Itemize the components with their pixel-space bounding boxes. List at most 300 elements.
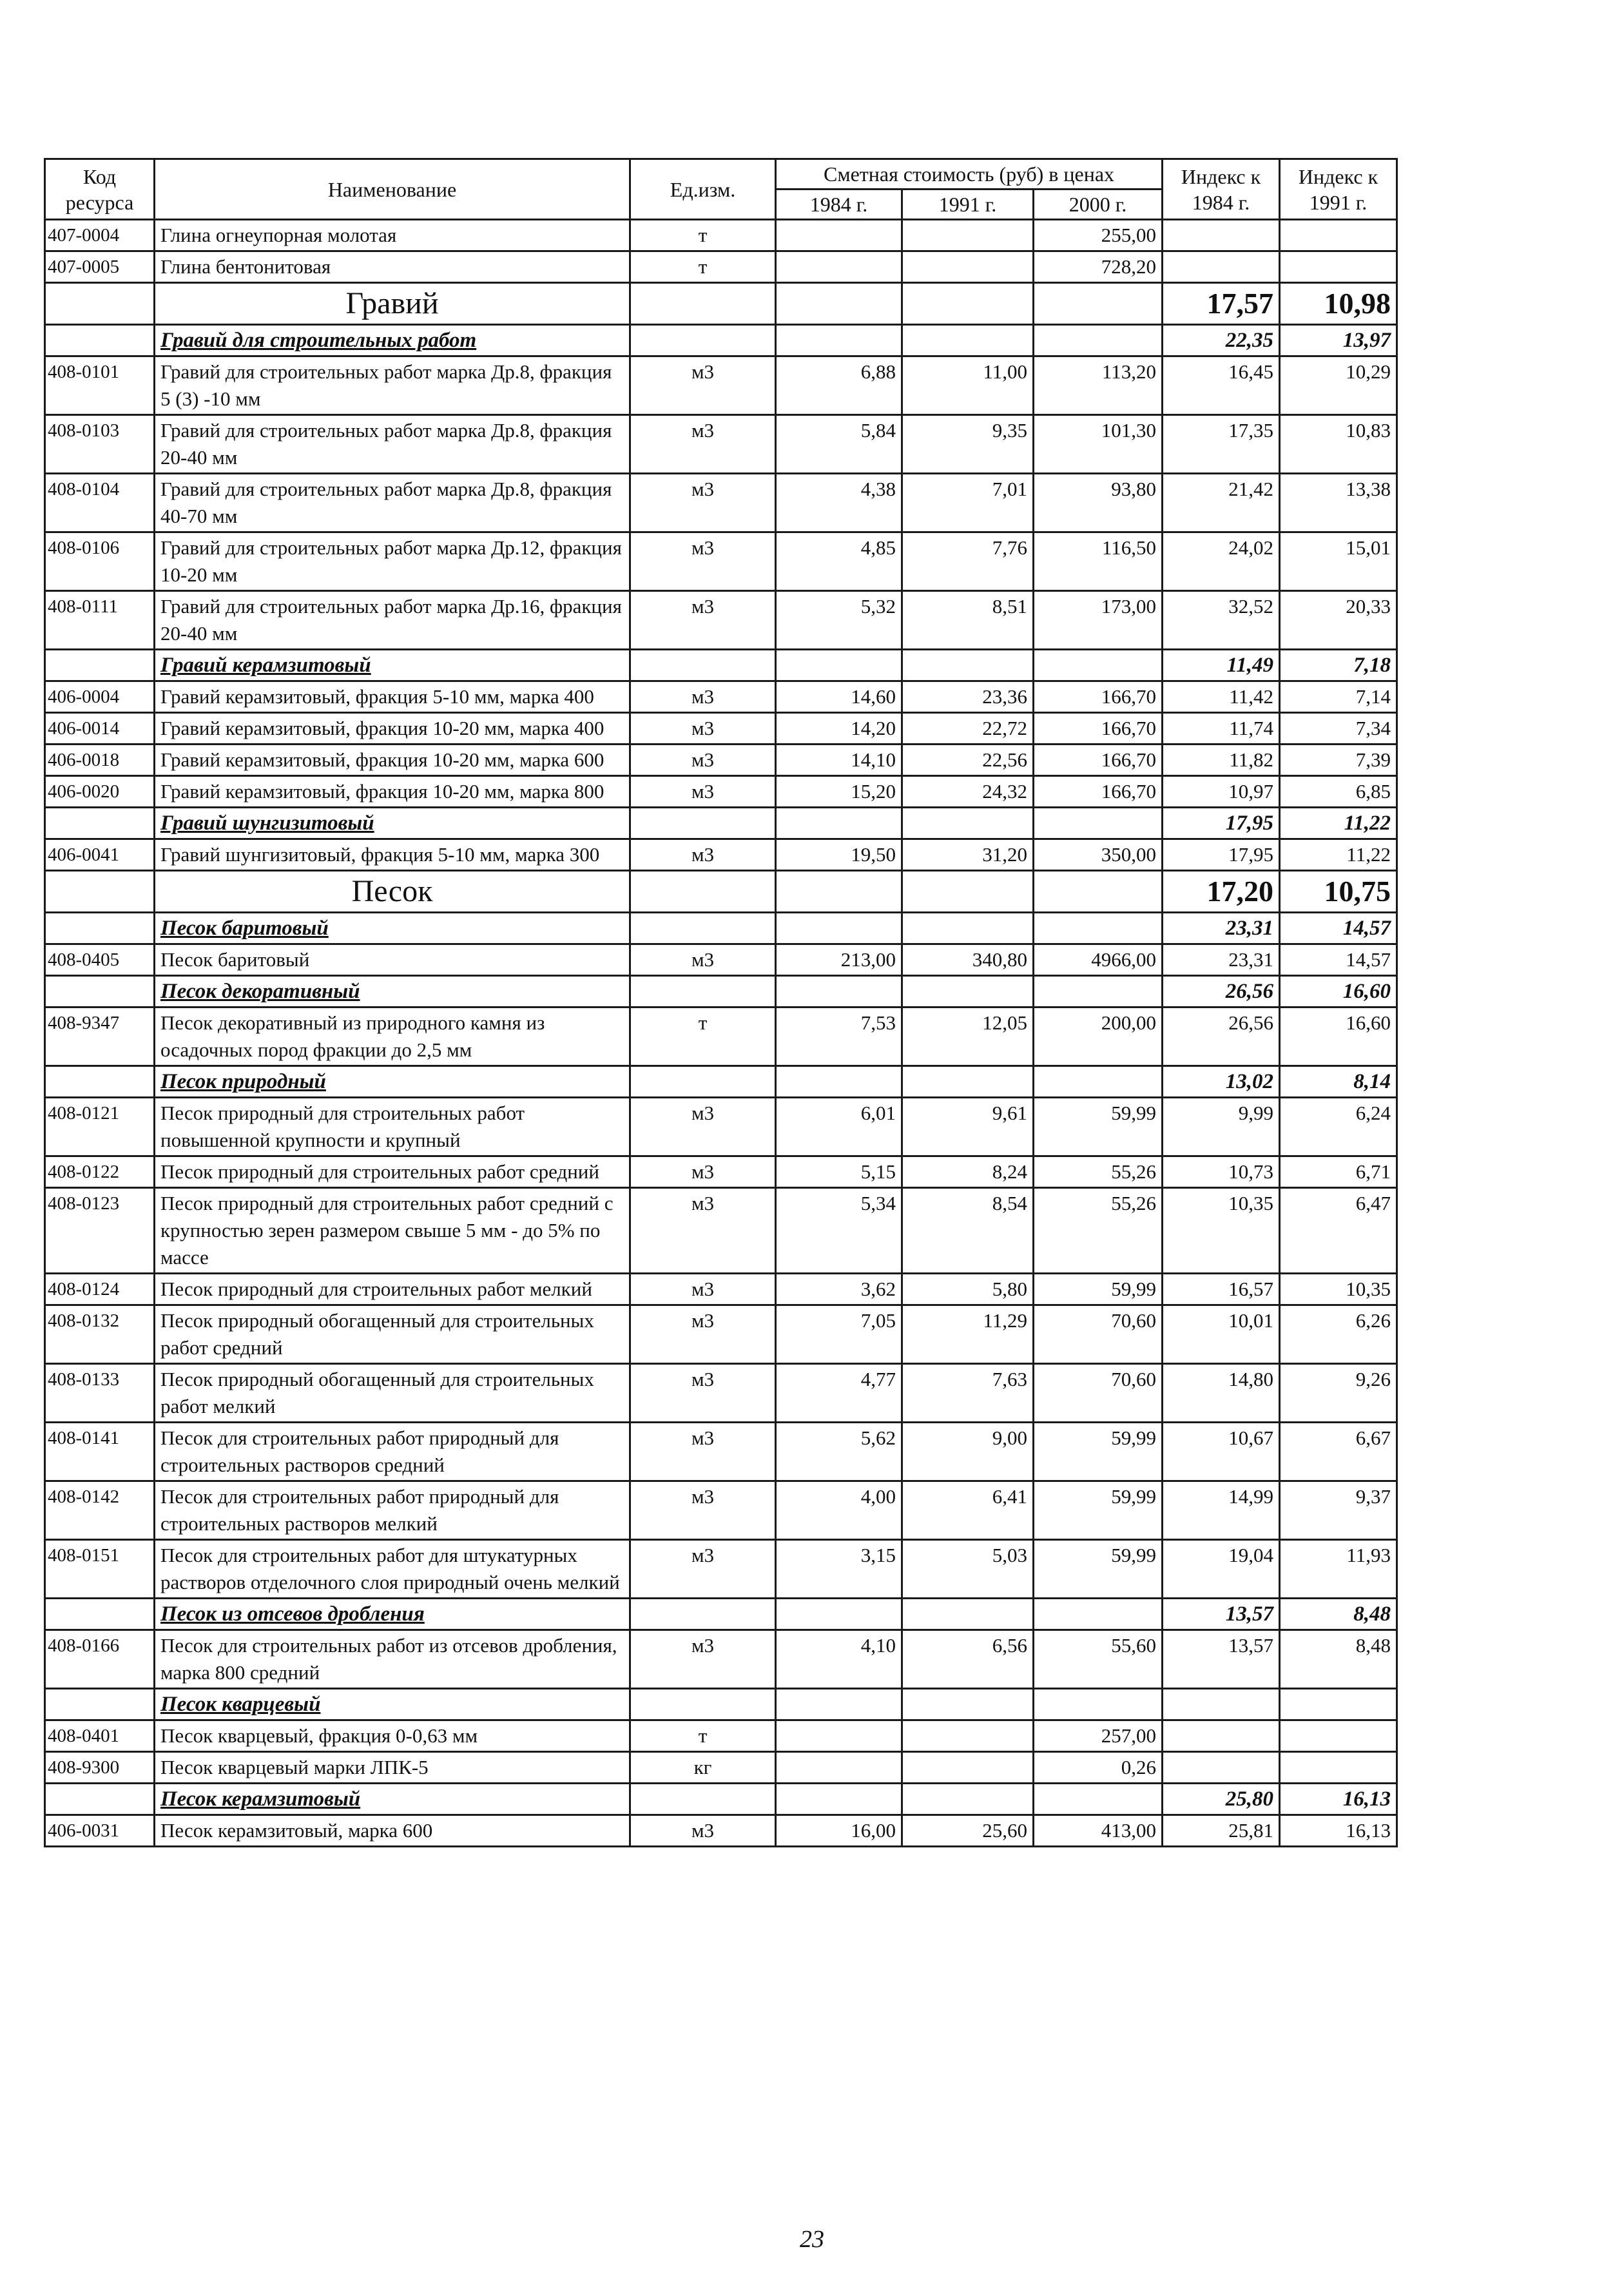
index-1984: 14,80 (1163, 1364, 1280, 1423)
price-1991: 9,35 (902, 415, 1034, 474)
unit: м3 (630, 474, 776, 532)
price-2000: 166,70 (1034, 681, 1163, 713)
empty-price-2000 (1034, 976, 1163, 1008)
price-1991: 31,20 (902, 839, 1034, 871)
resource-code: 408-0166 (45, 1630, 155, 1689)
price-1984: 5,34 (776, 1188, 902, 1274)
price-2000: 59,99 (1034, 1481, 1163, 1540)
price-1991: 5,03 (902, 1540, 1034, 1599)
unit: т (630, 220, 776, 251)
subgroup-row (45, 1066, 1397, 1098)
group-index-1991: 13,97 (1280, 325, 1397, 356)
price-2000: 101,30 (1034, 415, 1163, 474)
price-2000: 70,60 (1034, 1364, 1163, 1423)
resource-code: 408-0104 (45, 474, 155, 532)
resource-code: 408-9300 (45, 1752, 155, 1784)
resource-name: Песок природный для строительных работ мелкий (155, 1274, 630, 1305)
table-row (45, 713, 1397, 745)
price-1991: 7,01 (902, 474, 1034, 532)
resource-code: 408-0124 (45, 1274, 155, 1305)
resource-name: Песок кварцевый марки ЛПК-5 (155, 1752, 630, 1784)
group-row (45, 283, 1397, 325)
resource-name: Песок керамзитовый, марка 600 (155, 1815, 630, 1847)
subgroup-row (45, 325, 1397, 356)
table-row (45, 1188, 1397, 1274)
table-row (45, 251, 1397, 283)
resource-name: Песок кварцевый, фракция 0-0,63 мм (155, 1720, 630, 1752)
empty-code-cell (45, 1784, 155, 1815)
table-row (45, 474, 1397, 532)
subgroup-row (45, 650, 1397, 681)
empty-unit-cell (630, 1784, 776, 1815)
resource-code: 408-9347 (45, 1008, 155, 1066)
table-header (45, 159, 1397, 220)
page-number: 23 (800, 2226, 824, 2253)
price-1991: 8,54 (902, 1188, 1034, 1274)
resource-code: 408-0132 (45, 1305, 155, 1364)
header-code: Код ресурса (45, 159, 155, 220)
index-1984: 17,95 (1163, 839, 1280, 871)
price-1991: 8,51 (902, 591, 1034, 650)
table-row (45, 356, 1397, 415)
resource-code: 408-0121 (45, 1098, 155, 1156)
resource-name: Гравий керамзитовый, фракция 5-10 мм, марка 400 (155, 681, 630, 713)
price-2000: 59,99 (1034, 1540, 1163, 1599)
price-1991: 7,76 (902, 532, 1034, 591)
price-1991: 5,80 (902, 1274, 1034, 1305)
index-1984: 32,52 (1163, 591, 1280, 650)
empty-price-1984 (776, 871, 902, 913)
index-1991 (1280, 1752, 1397, 1784)
price-2000: 255,00 (1034, 220, 1163, 251)
price-1984: 6,88 (776, 356, 902, 415)
index-1984: 10,97 (1163, 776, 1280, 808)
table-row (45, 1423, 1397, 1481)
group-index-1984: 13,57 (1163, 1599, 1280, 1630)
price-1991: 6,56 (902, 1630, 1034, 1689)
resource-code: 406-0031 (45, 1815, 155, 1847)
group-index-1984: 17,95 (1163, 808, 1280, 839)
table-row (45, 1630, 1397, 1689)
index-1984 (1163, 1720, 1280, 1752)
price-1991 (902, 220, 1034, 251)
resource-name: Песок природный обогащенный для строительных работ средний (155, 1305, 630, 1364)
resource-name: Песок для строительных работ из отсевов дробления, марка 800 средний (155, 1630, 630, 1689)
resource-name: Песок баритовый (155, 944, 630, 976)
index-1984: 16,45 (1163, 356, 1280, 415)
index-1984: 11,74 (1163, 713, 1280, 745)
price-2000: 200,00 (1034, 1008, 1163, 1066)
subgroup-name: Песок кварцевый (155, 1689, 630, 1720)
group-index-1984 (1163, 1689, 1280, 1720)
header-year-1984: 1984 г. (776, 190, 902, 220)
index-1984: 9,99 (1163, 1098, 1280, 1156)
price-1984: 16,00 (776, 1815, 902, 1847)
resource-name: Гравий шунгизитовый, фракция 5-10 мм, марка 300 (155, 839, 630, 871)
table-row (45, 532, 1397, 591)
header-cost-group: Сметная стоимость (руб) в ценах (776, 159, 1163, 190)
price-1984 (776, 1720, 902, 1752)
empty-code-cell (45, 325, 155, 356)
index-1991: 6,24 (1280, 1098, 1397, 1156)
price-2000: 113,20 (1034, 356, 1163, 415)
table-row (45, 415, 1397, 474)
group-name: Песок (155, 871, 630, 913)
unit: м3 (630, 839, 776, 871)
empty-unit-cell (630, 1066, 776, 1098)
price-2000: 173,00 (1034, 591, 1163, 650)
index-1991: 6,71 (1280, 1156, 1397, 1188)
resource-name: Гравий керамзитовый, фракция 10-20 мм, марка 800 (155, 776, 630, 808)
resource-name: Песок для строительных работ природный для строительных растворов мелкий (155, 1481, 630, 1540)
unit: м3 (630, 1423, 776, 1481)
resource-name: Песок для строительных работ природный для строительных растворов средний (155, 1423, 630, 1481)
resource-name: Песок природный для строительных работ повышенной крупности и крупный (155, 1098, 630, 1156)
index-1984 (1163, 1752, 1280, 1784)
empty-price-1991 (902, 283, 1034, 325)
table-row (45, 681, 1397, 713)
index-1991: 10,83 (1280, 415, 1397, 474)
price-2000: 257,00 (1034, 1720, 1163, 1752)
price-2000: 350,00 (1034, 839, 1163, 871)
resource-code: 408-0122 (45, 1156, 155, 1188)
index-1984: 10,67 (1163, 1423, 1280, 1481)
price-1991 (902, 251, 1034, 283)
unit: м3 (630, 532, 776, 591)
price-1984 (776, 1752, 902, 1784)
price-1984: 5,32 (776, 591, 902, 650)
group-index-1984: 17,20 (1163, 871, 1280, 913)
index-1984 (1163, 251, 1280, 283)
resource-code: 408-0101 (45, 356, 155, 415)
resource-code: 408-0103 (45, 415, 155, 474)
unit: м3 (630, 415, 776, 474)
index-1991: 11,93 (1280, 1540, 1397, 1599)
group-index-1984: 13,02 (1163, 1066, 1280, 1098)
price-2000: 70,60 (1034, 1305, 1163, 1364)
resource-code: 406-0014 (45, 713, 155, 745)
unit: м3 (630, 776, 776, 808)
price-2000: 116,50 (1034, 532, 1163, 591)
header-unit: Ед.изм. (630, 159, 776, 220)
resource-code: 408-0133 (45, 1364, 155, 1423)
group-index-1991: 16,13 (1280, 1784, 1397, 1815)
index-1984 (1163, 220, 1280, 251)
price-1984: 7,53 (776, 1008, 902, 1066)
empty-code-cell (45, 808, 155, 839)
price-2000: 55,26 (1034, 1188, 1163, 1274)
table-body (45, 220, 1397, 1847)
group-index-1984: 22,35 (1163, 325, 1280, 356)
price-2000: 59,99 (1034, 1274, 1163, 1305)
group-index-1991: 14,57 (1280, 913, 1397, 944)
resource-name: Песок декоративный из природного камня из осадочных пород фракции до 2,5 мм (155, 1008, 630, 1066)
empty-unit-cell (630, 1689, 776, 1720)
index-1991: 10,35 (1280, 1274, 1397, 1305)
index-1991: 15,01 (1280, 532, 1397, 591)
table-row (45, 1008, 1397, 1066)
unit: м3 (630, 681, 776, 713)
price-2000: 166,70 (1034, 713, 1163, 745)
resource-name: Песок природный для строительных работ средний с крупностью зерен размером свыше 5 мм - до 5% по массе (155, 1188, 630, 1274)
unit: м3 (630, 713, 776, 745)
group-index-1984: 11,49 (1163, 650, 1280, 681)
empty-price-1991 (902, 650, 1034, 681)
index-1984: 11,82 (1163, 745, 1280, 776)
empty-price-1984 (776, 325, 902, 356)
unit: м3 (630, 1156, 776, 1188)
unit: м3 (630, 1188, 776, 1274)
index-1991: 16,60 (1280, 1008, 1397, 1066)
index-1991: 16,13 (1280, 1815, 1397, 1847)
price-1991: 22,72 (902, 713, 1034, 745)
table-row (45, 1720, 1397, 1752)
price-2000: 59,99 (1034, 1423, 1163, 1481)
index-1984: 17,35 (1163, 415, 1280, 474)
price-1991: 23,36 (902, 681, 1034, 713)
resource-code: 408-0401 (45, 1720, 155, 1752)
group-index-1991: 10,98 (1280, 283, 1397, 325)
unit: м3 (630, 1815, 776, 1847)
price-2000: 59,99 (1034, 1098, 1163, 1156)
empty-unit-cell (630, 976, 776, 1008)
price-2000: 93,80 (1034, 474, 1163, 532)
empty-price-2000 (1034, 1599, 1163, 1630)
table-row (45, 1305, 1397, 1364)
index-1984: 16,57 (1163, 1274, 1280, 1305)
index-1991: 14,57 (1280, 944, 1397, 976)
price-1991: 22,56 (902, 745, 1034, 776)
price-1991: 6,41 (902, 1481, 1034, 1540)
group-index-1991: 8,14 (1280, 1066, 1397, 1098)
price-1984: 4,00 (776, 1481, 902, 1540)
price-2000: 728,20 (1034, 251, 1163, 283)
unit: м3 (630, 944, 776, 976)
index-1991: 9,37 (1280, 1481, 1397, 1540)
price-2000: 0,26 (1034, 1752, 1163, 1784)
price-1991 (902, 1752, 1034, 1784)
empty-price-1984 (776, 283, 902, 325)
resource-name: Песок природный обогащенный для строительных работ мелкий (155, 1364, 630, 1423)
group-index-1991: 8,48 (1280, 1599, 1397, 1630)
price-1991: 11,00 (902, 356, 1034, 415)
empty-price-1991 (902, 1066, 1034, 1098)
index-1991: 7,34 (1280, 713, 1397, 745)
unit: м3 (630, 1098, 776, 1156)
unit: м3 (630, 1481, 776, 1540)
price-1991: 25,60 (902, 1815, 1034, 1847)
table-row (45, 591, 1397, 650)
price-1984: 5,84 (776, 415, 902, 474)
empty-price-1991 (902, 808, 1034, 839)
subgroup-name: Гравий керамзитовый (155, 650, 630, 681)
price-1984: 14,60 (776, 681, 902, 713)
header-year-1991: 1991 г. (902, 190, 1034, 220)
index-1984: 10,01 (1163, 1305, 1280, 1364)
resource-name: Гравий керамзитовый, фракция 10-20 мм, марка 400 (155, 713, 630, 745)
resource-code: 408-0106 (45, 532, 155, 591)
price-1984: 5,15 (776, 1156, 902, 1188)
index-1991: 8,48 (1280, 1630, 1397, 1689)
table-row (45, 745, 1397, 776)
header-name: Наименование (155, 159, 630, 220)
empty-unit-cell (630, 283, 776, 325)
table-row (45, 1274, 1397, 1305)
empty-price-1984 (776, 976, 902, 1008)
empty-price-2000 (1034, 1784, 1163, 1815)
unit: м3 (630, 1274, 776, 1305)
empty-unit-cell (630, 1599, 776, 1630)
index-1984: 14,99 (1163, 1481, 1280, 1540)
subgroup-name: Гравий для строительных работ (155, 325, 630, 356)
price-1991: 340,80 (902, 944, 1034, 976)
subgroup-row (45, 976, 1397, 1008)
empty-price-1991 (902, 976, 1034, 1008)
empty-unit-cell (630, 871, 776, 913)
empty-price-1984 (776, 1599, 902, 1630)
index-1991: 6,26 (1280, 1305, 1397, 1364)
empty-price-2000 (1034, 1689, 1163, 1720)
index-1984: 23,31 (1163, 944, 1280, 976)
table-row (45, 839, 1397, 871)
resource-name: Гравий для строительных работ марка Др.12, фракция 10-20 мм (155, 532, 630, 591)
unit: т (630, 1008, 776, 1066)
unit: кг (630, 1752, 776, 1784)
resource-name: Гравий для строительных работ марка Др.8, фракция 20-40 мм (155, 415, 630, 474)
empty-price-1991 (902, 1689, 1034, 1720)
unit: м3 (630, 1364, 776, 1423)
price-2000: 413,00 (1034, 1815, 1163, 1847)
subgroup-name: Гравий шунгизитовый (155, 808, 630, 839)
resource-code: 408-0405 (45, 944, 155, 976)
resource-name: Песок для строительных работ для штукатурных растворов отделочного слоя природный очень мелкий (155, 1540, 630, 1599)
resource-name: Песок природный для строительных работ средний (155, 1156, 630, 1188)
resource-name: Гравий для строительных работ марка Др.16, фракция 20-40 мм (155, 591, 630, 650)
index-1984: 19,04 (1163, 1540, 1280, 1599)
resource-name: Глина бентонитовая (155, 251, 630, 283)
table-row (45, 1098, 1397, 1156)
price-index-document (44, 158, 1396, 1847)
table-row (45, 1364, 1397, 1423)
index-1984: 10,35 (1163, 1188, 1280, 1274)
table-row (45, 1156, 1397, 1188)
price-1984: 3,15 (776, 1540, 902, 1599)
index-1991: 6,47 (1280, 1188, 1397, 1274)
empty-price-2000 (1034, 1066, 1163, 1098)
empty-price-1991 (902, 913, 1034, 944)
price-1984: 6,01 (776, 1098, 902, 1156)
index-1984: 24,02 (1163, 532, 1280, 591)
empty-price-2000 (1034, 808, 1163, 839)
price-1984: 4,77 (776, 1364, 902, 1423)
empty-price-1984 (776, 650, 902, 681)
price-2000: 4966,00 (1034, 944, 1163, 976)
empty-price-1991 (902, 1784, 1034, 1815)
index-1984: 13,57 (1163, 1630, 1280, 1689)
resource-code: 407-0004 (45, 220, 155, 251)
price-2000: 55,26 (1034, 1156, 1163, 1188)
price-1984: 4,85 (776, 532, 902, 591)
empty-code-cell (45, 976, 155, 1008)
header-year-2000: 2000 г. (1034, 190, 1163, 220)
unit: т (630, 251, 776, 283)
empty-price-1984 (776, 1689, 902, 1720)
resource-code: 406-0004 (45, 681, 155, 713)
resource-name: Гравий керамзитовый, фракция 10-20 мм, марка 600 (155, 745, 630, 776)
empty-unit-cell (630, 650, 776, 681)
index-1984: 11,42 (1163, 681, 1280, 713)
price-1991: 7,63 (902, 1364, 1034, 1423)
subgroup-row (45, 808, 1397, 839)
group-index-1984: 23,31 (1163, 913, 1280, 944)
header-index-1984: Индекс к 1984 г. (1163, 159, 1280, 220)
subgroup-row (45, 1689, 1397, 1720)
price-1984: 7,05 (776, 1305, 902, 1364)
price-1984 (776, 220, 902, 251)
group-index-1984: 26,56 (1163, 976, 1280, 1008)
empty-price-2000 (1034, 325, 1163, 356)
resource-code: 408-0141 (45, 1423, 155, 1481)
resource-name: Гравий для строительных работ марка Др.8, фракция 5 (3) -10 мм (155, 356, 630, 415)
unit: м3 (630, 1540, 776, 1599)
empty-price-2000 (1034, 283, 1163, 325)
table-row (45, 220, 1397, 251)
empty-code-cell (45, 1599, 155, 1630)
price-1991: 9,00 (902, 1423, 1034, 1481)
group-index-1984: 25,80 (1163, 1784, 1280, 1815)
resource-code: 407-0005 (45, 251, 155, 283)
price-table (44, 158, 1398, 1847)
unit: м3 (630, 1305, 776, 1364)
index-1991 (1280, 220, 1397, 251)
group-index-1991: 16,60 (1280, 976, 1397, 1008)
index-1991 (1280, 1720, 1397, 1752)
empty-unit-cell (630, 913, 776, 944)
price-1984: 4,10 (776, 1630, 902, 1689)
subgroup-name: Песок керамзитовый (155, 1784, 630, 1815)
price-2000: 166,70 (1034, 776, 1163, 808)
price-1984: 15,20 (776, 776, 902, 808)
price-1984: 4,38 (776, 474, 902, 532)
price-1991: 9,61 (902, 1098, 1034, 1156)
price-1991: 8,24 (902, 1156, 1034, 1188)
unit: м3 (630, 745, 776, 776)
empty-code-cell (45, 913, 155, 944)
resource-name: Глина огнеупорная молотая (155, 220, 630, 251)
empty-price-1984 (776, 913, 902, 944)
resource-code: 406-0041 (45, 839, 155, 871)
empty-price-1991 (902, 1599, 1034, 1630)
index-1991: 10,29 (1280, 356, 1397, 415)
empty-code-cell (45, 283, 155, 325)
price-1991 (902, 1720, 1034, 1752)
group-index-1984: 17,57 (1163, 283, 1280, 325)
price-2000: 166,70 (1034, 745, 1163, 776)
price-1984 (776, 251, 902, 283)
empty-price-1984 (776, 808, 902, 839)
price-1991: 11,29 (902, 1305, 1034, 1364)
empty-code-cell (45, 1066, 155, 1098)
index-1991: 11,22 (1280, 839, 1397, 871)
resource-code: 408-0142 (45, 1481, 155, 1540)
empty-price-2000 (1034, 913, 1163, 944)
subgroup-row (45, 1599, 1397, 1630)
empty-price-2000 (1034, 871, 1163, 913)
price-1984: 19,50 (776, 839, 902, 871)
unit: м3 (630, 1630, 776, 1689)
group-index-1991 (1280, 1689, 1397, 1720)
empty-price-1991 (902, 325, 1034, 356)
